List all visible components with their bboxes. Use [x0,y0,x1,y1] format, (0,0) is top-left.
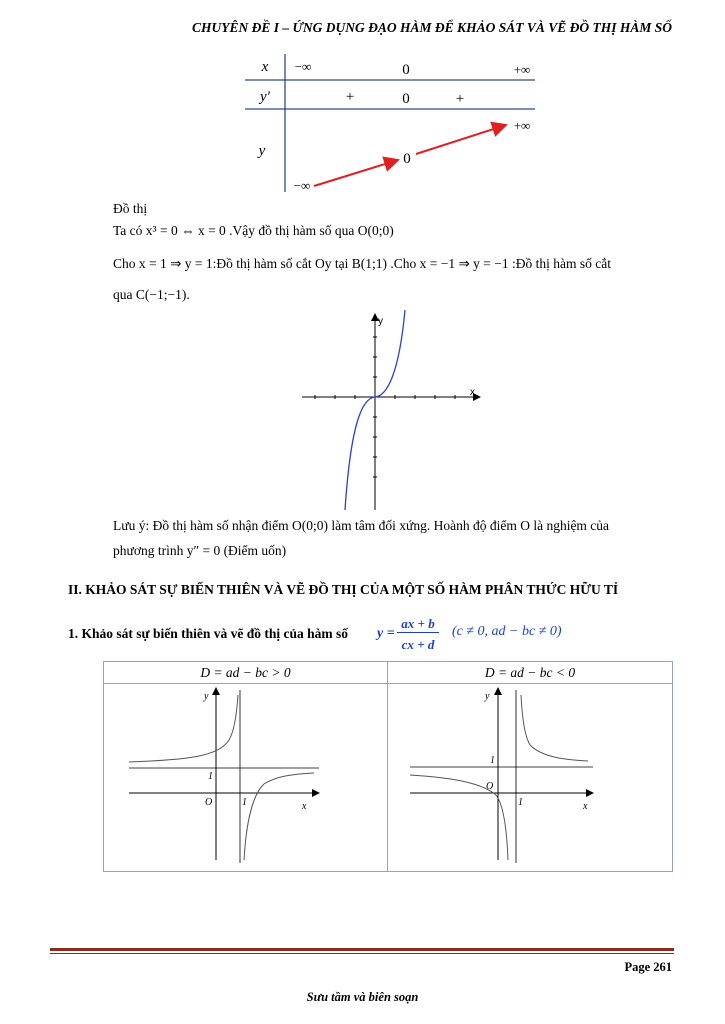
subsection-title: 1. Khảo sát sự biến thiên và vẽ đồ thị của hàm số [68,626,349,641]
vt-y-top: +∞ [513,118,531,133]
cubic-graph [298,310,488,515]
vt-y-label: y [258,143,266,159]
paragraph-line3: qua C(−1;−1). [113,287,190,302]
section-title: II. KHẢO SÁT SỰ BIẾN THIÊN VÀ VẼ ĐỒ THỊ CỦA MỘT SỐ HÀM PHÂN THỨC HỮU TỈ [68,582,619,597]
gn-origin-label: O [486,780,494,792]
vt-x-mid: 0 [402,62,410,78]
gp-one-y-label: 1 [208,770,213,782]
paragraph-line1: Ta có x³ = 0 ⇔ x = 0 .Vậy đồ thị hàm số qua O(0;0) [113,223,394,238]
gp-one-x-label: 1 [242,796,247,808]
gn-x-label: x [583,800,588,812]
cubic-x-label: x [470,387,475,398]
case-header-positive: D = ad − bc > 0 [104,662,388,684]
page-number: Page 261 [624,960,672,974]
case-header-negative: D = ad − bc < 0 [388,662,673,684]
gn-one-y-label: 1 [490,754,495,766]
gn-y-label: y [485,690,490,702]
vt-yprime-left: + [345,89,355,105]
vt-yprime-label: y′ [260,89,270,105]
cases-table [103,661,673,872]
cubic-y-label: y [378,316,383,327]
formula-numerator: ax + b [397,616,439,633]
formula-denominator: cx + d [401,637,435,652]
gp-branch-right [244,773,314,860]
graph-positive [104,685,384,871]
note-line1: Lưu ý: Đồ thị hàm số nhận điểm O(0;0) làm tâm đối xứng. Hoành độ điểm O là nghiệm của [113,518,610,533]
case-graph-negative-cell [388,684,673,872]
note-line2: phương trình y″ = 0 (Điểm uốn) [113,543,287,558]
variation-table [240,52,540,197]
gp-origin-label: O [205,796,213,808]
graph-negative [388,685,672,871]
gp-y-label: y [204,690,209,702]
vt-x-label: x [261,59,269,75]
footer-rule-thin [50,953,674,954]
formula-y: y = [377,626,395,641]
graph-heading: Đồ thị [113,201,148,216]
gp-branch-left [129,695,238,762]
vt-arrow-left [314,160,398,186]
page-header: CHUYÊN ĐỀ I – ỨNG DỤNG ĐẠO HÀM ĐỂ KHẢO SÁT VÀ VẼ ĐỒ THỊ HÀM SỐ [191,20,672,35]
paragraph-line2: Cho x = 1 ⇒ y = 1:Đồ thị hàm số cắt Oy tại B(1;1) .Cho x = −1 ⇒ y = −1 :Đồ thị hàm số cắt [113,256,612,271]
vt-yprime-right: + [455,91,465,107]
case-graph-positive-cell [104,684,388,872]
vt-x-left: −∞ [294,59,312,74]
vt-x-right: +∞ [513,62,531,77]
footer-rule-thick [50,948,674,951]
gp-x-label: x [302,800,307,812]
gn-branch-left [410,775,508,860]
footer-credit: Sưu tầm và biên soạn [306,990,419,1004]
vt-y-bottom: −∞ [293,178,311,193]
vt-arrow-right [416,125,506,154]
vt-yprime-mid: 0 [402,91,410,107]
gn-branch-right [521,695,588,761]
gn-one-x-label: 1 [518,796,523,808]
vt-y-mid: 0 [403,151,411,167]
formula-condition: (c ≠ 0, ad − bc ≠ 0) [452,624,562,639]
